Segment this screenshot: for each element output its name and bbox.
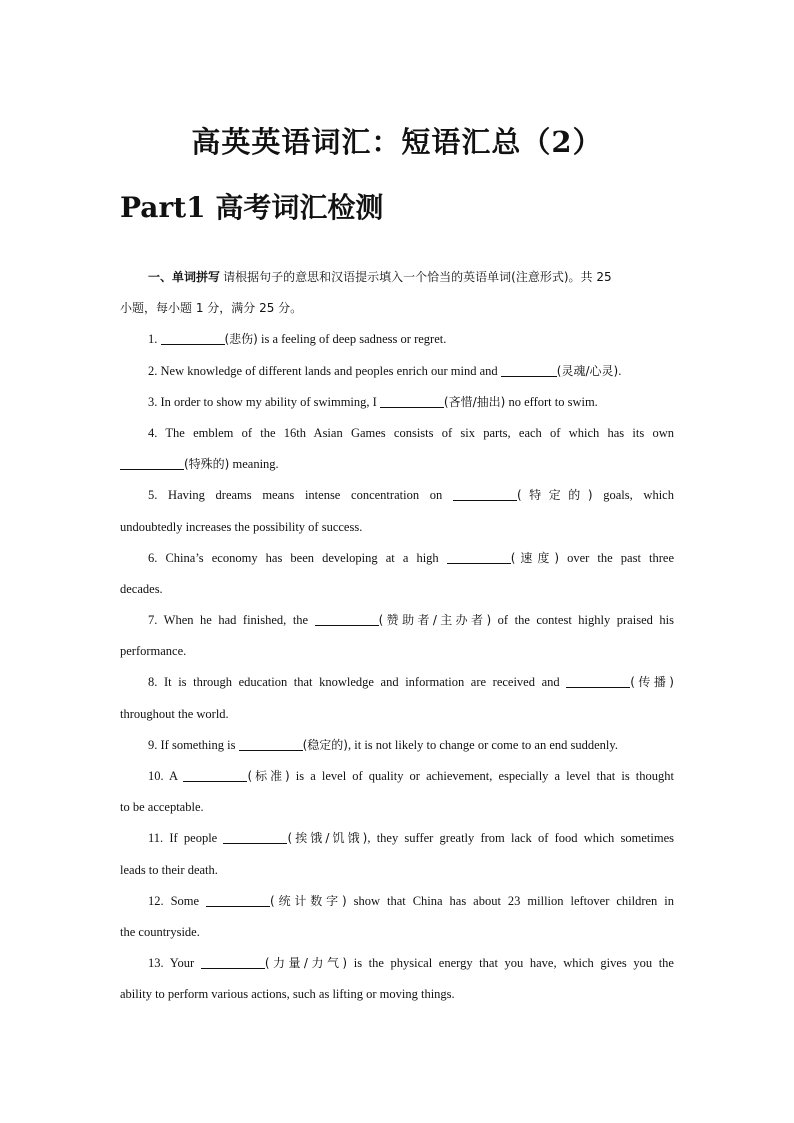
question-item-6: 6. China’s economy has been developing at a high (速度) over the past three [148,550,674,565]
question-item-1: 1. (悲伤) is a feeling of deep sadness or regret. [148,332,447,347]
question-item-2: 2. New knowledge of different lands and peoples enrich our mind and (灵魂/心灵). [148,363,622,378]
question-item-5-continued: undoubtedly increases the possibility of success. [120,519,363,534]
answer-blank[interactable] [315,613,379,626]
section-instruction [120,262,674,293]
document-title: 高英英语词汇：短语汇总（2） [191,125,603,159]
answer-blank[interactable] [447,551,511,564]
instruction-continued: 小题，每小题 1 分，满分 25 分。 [120,301,303,316]
question-item-13: 13. Your (力量/力气) is the physical energy that you have, which gives you the [148,956,674,971]
question-item-5: 5. Having dreams means intense concentration on (特定的) goals, which [148,488,674,503]
question-item-4-continued: (特殊的) meaning. [120,449,674,480]
question-item-7: 7. When he had finished, the (赞助者/主办者) of the contest highly praised his [148,613,674,628]
question-item-9: 9. If something is (稳定的), it is not likely to change or come to an end suddenly. [148,737,618,752]
answer-blank[interactable] [201,956,265,969]
answer-blank[interactable] [501,364,557,377]
question-item-7-continued: performance. [120,644,187,659]
answer-blank[interactable] [239,738,303,751]
question-item-12-continued: the countryside. [120,924,200,939]
answer-blank[interactable] [453,488,517,501]
instruction-text: 请根据句子的意思和汉语提示填入一个恰当的英语单词(注意形式)。共 25 [223,270,612,284]
part-heading: Part1 高考词汇检测 [120,191,384,224]
question-item-4: 4. The emblem of the 16th Asian Games consists of six parts, each of which has its own [148,425,674,440]
question-item-13-continued: ability to perform various actions, such as lifting or moving things. [120,987,455,1002]
question-item-11-continued: leads to their death. [120,862,218,877]
answer-blank[interactable] [223,831,287,844]
question-item-10-continued: to be acceptable. [120,800,204,815]
question-item-3: 3. In order to show my ability of swimming, I (吝惜/抽出) no effort to swim. [148,394,598,409]
question-item-10: 10. A (标准) is a level of quality or achievement, especially a level that is thought [148,769,674,783]
question-item-8: 8. It is through education that knowledge and information are received and (传播) [148,675,674,690]
question-item-12: 12. Some (统计数字) show that China has about 23 million leftover children in [148,893,674,908]
answer-blank[interactable] [380,395,444,408]
exercise-body [120,262,674,1011]
question-item-8-continued: throughout the world. [120,706,229,721]
answer-blank[interactable] [161,332,225,345]
question-item-6-continued: decades. [120,581,163,596]
section-heading: 一、单词拼写 [148,270,221,284]
question-item-11: 11. If people (挨饿/饥饿), they suffer greatly from lack of food which sometimes [148,831,674,846]
answer-blank[interactable] [206,894,270,907]
answer-blank[interactable] [120,457,184,470]
answer-blank[interactable] [183,769,247,782]
answer-blank[interactable] [566,675,630,688]
